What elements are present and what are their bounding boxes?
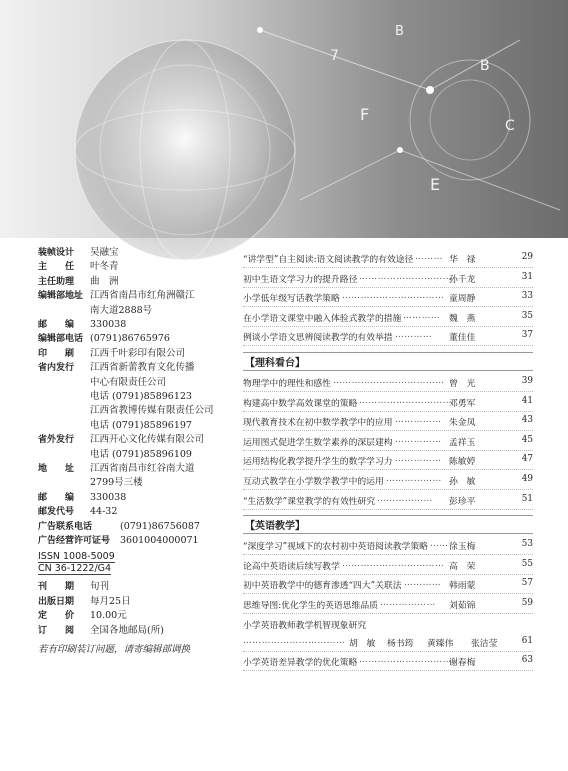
svg-text:F: F <box>360 105 370 124</box>
colophon-value: 叶冬青 <box>90 261 119 273</box>
toc-entry <box>243 272 533 288</box>
entry-page: 59 <box>521 598 533 608</box>
row-divider <box>243 391 533 392</box>
entry-title: 思维导图:优化学生的英语思维品质 <box>243 601 378 611</box>
leader-dots: …………………………… <box>342 291 445 302</box>
leader-dots: ……………………………… <box>333 376 445 386</box>
leader-dots: ……… <box>415 252 443 262</box>
leader-dots: ………………………… <box>359 655 452 666</box>
svg-text:B: B <box>480 58 490 74</box>
entry-page: 55 <box>521 558 533 569</box>
colophon-label: 订 阅 <box>38 625 75 636</box>
leader-dots: ………… <box>395 330 433 341</box>
colophon-label: 邮 编 <box>38 320 75 330</box>
colophon-label: 印 刷 <box>38 348 75 359</box>
colophon-value: 10.00元 <box>90 610 127 622</box>
leader-dots: ………… <box>403 310 441 321</box>
colophon-value: 全国各地邮局(所) <box>90 624 164 636</box>
toc-entry <box>243 655 533 671</box>
abstract-sphere-graphic <box>0 0 568 238</box>
issn-block <box>38 551 115 575</box>
entry-title: 运用结构化教学提升学生的数学学习力 <box>243 457 393 468</box>
toc-entry <box>243 454 533 470</box>
colophon-label: 主任助理 <box>38 276 75 287</box>
entry-page: 35 <box>521 310 533 321</box>
row-divider <box>243 670 533 671</box>
colophon-value: 南大道2888号 <box>90 304 153 316</box>
entry-author: 徐玉梅 <box>449 542 476 553</box>
toc-entry <box>243 435 533 451</box>
toc-entry <box>243 598 533 614</box>
svg-text:E: E <box>430 175 441 194</box>
entry-title: 初中英语教学中的德育渗透“四大”关联法 <box>243 581 402 592</box>
toc-entry <box>243 291 533 307</box>
colophon-label: 刊 期 <box>38 582 75 593</box>
toc-entry <box>243 559 533 575</box>
entry-page: 63 <box>521 655 533 666</box>
toc-entry-multi-author <box>243 618 533 634</box>
entry-author: 邓勇军 <box>449 398 476 409</box>
entry-author: 童周静 <box>449 294 476 305</box>
entry-author: 韩雨蒙 <box>449 581 476 592</box>
row-divider <box>243 489 533 490</box>
row-divider <box>243 430 533 431</box>
row-divider <box>243 574 533 575</box>
toc-entry <box>243 539 533 555</box>
svg-text:C: C <box>505 118 515 134</box>
colophon-value: 江西省教博传媒有限责任公司 <box>90 405 214 417</box>
row-divider <box>243 593 533 594</box>
entry-author: 高 荣 <box>449 561 476 572</box>
entry-author: 朱金凤 <box>449 418 476 429</box>
leader-dots: ……………… <box>377 493 433 504</box>
colophon-value: 电话 (0791)85896123 <box>90 391 192 402</box>
entry-title: 初中生语文学习力的提升路径 <box>243 274 358 285</box>
leader-dots: ……………… <box>380 598 436 608</box>
row-divider <box>243 554 533 555</box>
entry-author: 刘茹锦 <box>449 601 476 611</box>
row-divider <box>243 613 533 614</box>
colophon-value: (0791)86756087 <box>120 520 200 532</box>
leader-dots: ……………… <box>386 474 442 484</box>
leader-dots: …………… <box>395 454 442 465</box>
issn-number: ISSN 1008-5009 <box>38 551 115 563</box>
row-divider <box>243 326 533 327</box>
entry-page: 31 <box>521 271 533 282</box>
cover-banner <box>0 0 568 238</box>
entry-title: 小学英语差异教学的优化策略 <box>243 658 358 669</box>
colophon-value: 电话 (0791)85896109 <box>90 448 192 460</box>
colophon-label: 出版日期 <box>38 596 75 607</box>
entry-author: 华 禄 <box>449 255 476 265</box>
colophon-value: 3601004000071 <box>120 535 199 546</box>
cn-number: CN 36-1222/G4 <box>38 563 112 575</box>
entry-title: 例谈小学语文思辨阅读教学的有效举措 <box>243 333 393 344</box>
colophon-value: 江西开心文化传媒有限公司 <box>90 434 205 446</box>
leader-dots: …………… <box>395 415 442 426</box>
toc-entry <box>243 578 533 594</box>
section-title: 【英语教学】 <box>245 521 305 533</box>
row-divider <box>243 345 533 346</box>
colophon-label: 广告经营许可证号 <box>38 536 111 546</box>
svg-text:7: 7 <box>330 48 339 64</box>
colophon-label: 邮发代号 <box>38 507 75 518</box>
entry-author: 杨书筠 <box>387 638 414 649</box>
entry-title: 小学英语教师教学机智现象研究 <box>243 620 367 631</box>
entry-author: 陈敏婷 <box>449 457 476 468</box>
toc-entry <box>243 415 533 431</box>
entry-title: “深度学习”视域下的农村初中英语阅读教学策略 <box>243 542 428 553</box>
entry-author: 魏 燕 <box>449 313 476 324</box>
entry-author: 孙 敏 <box>449 477 476 487</box>
entry-author: 孟祥玉 <box>449 437 476 448</box>
leader-dots: …… <box>430 539 449 550</box>
colophon-value: 江西千叶彩印有限公司 <box>90 347 186 359</box>
section-title: 【理科看台】 <box>245 358 305 369</box>
colophon-value: 每月25日 <box>90 595 131 607</box>
colophon-label: 邮 编 <box>38 492 75 503</box>
entry-author: 张洁莹 <box>471 638 498 649</box>
leader-dots: ………………………… <box>359 271 452 282</box>
row-divider <box>243 411 533 412</box>
row-divider <box>243 651 533 652</box>
entry-page: 41 <box>521 395 533 406</box>
entry-title: 小学低年级写话教学策略 <box>243 294 340 305</box>
entry-page: 43 <box>521 415 533 426</box>
colophon-value: 中心有限责任公司 <box>90 376 167 388</box>
colophon-value: 江西省新蕾教育文化传播 <box>90 362 195 374</box>
entry-title: 运用图式促进学生数学素养的深层建构 <box>243 437 393 448</box>
row-divider <box>243 267 533 268</box>
colophon-label: 省内发行 <box>38 363 75 374</box>
colophon-label: 地 址 <box>38 464 75 474</box>
entry-author: 彭珍平 <box>449 496 476 507</box>
colophon-value: 吴融宝 <box>90 247 119 258</box>
entry-page: 37 <box>521 330 533 341</box>
leader-dots: …………… <box>395 434 442 445</box>
colophon-value: 2799号三楼 <box>90 477 143 489</box>
leader-dots: ………… <box>404 578 442 589</box>
colophon-label: 主 任 <box>38 262 75 273</box>
leader-dots: ………………………… <box>359 395 452 406</box>
entry-title: “讲学型”自主阅读:语文阅读教学的有效途径 <box>243 255 414 265</box>
entry-title: 构建高中数学高效课堂的策略 <box>243 398 358 409</box>
print-defect-note: 若有印刷装订问题，请寄编辑部调换 <box>38 644 191 655</box>
toc-entry <box>243 376 533 392</box>
row-divider <box>243 469 533 470</box>
entry-page: 47 <box>521 454 533 465</box>
row-divider <box>243 509 533 510</box>
colophon-value: 江西省南昌市红角洲赣江 <box>90 290 195 302</box>
toc-entry <box>243 330 533 346</box>
colophon-value: 曲 洲 <box>90 275 119 287</box>
colophon-value: (0791)86765976 <box>90 333 170 345</box>
entry-author: 黄臻伟 <box>427 638 454 649</box>
entry-title: 互动式教学在小学数学教学中的运用 <box>243 477 384 487</box>
colophon-value: 旬刊 <box>90 581 110 593</box>
toc-entry <box>243 474 533 490</box>
section-header-science <box>243 352 533 371</box>
toc-entry <box>243 396 533 412</box>
entry-page: 51 <box>521 493 533 504</box>
row-divider <box>243 287 533 288</box>
leader-dots: …………………………… <box>342 558 445 569</box>
entry-title: 在小学语文课堂中融入体验式教学的措施 <box>243 313 402 324</box>
entry-author: 谢春梅 <box>449 658 476 669</box>
row-divider <box>243 306 533 307</box>
colophon-label: 编辑部地址 <box>38 291 84 302</box>
entry-page: 61 <box>521 635 533 646</box>
entry-title: 物理学中的理性和感性 <box>243 379 331 389</box>
colophon-label: 省外发行 <box>38 435 75 446</box>
entry-author: 胡 敏 <box>349 638 376 649</box>
toc-entry-authors <box>243 636 533 652</box>
entry-title: “生活数学”课堂教学的有效性研究 <box>243 496 376 507</box>
colophon-value: 330038 <box>90 319 127 330</box>
entry-page: 39 <box>521 376 533 386</box>
entry-page: 45 <box>521 434 533 445</box>
toc-entry <box>243 494 533 510</box>
entry-title: 论高中英语读后续写教学 <box>243 561 340 572</box>
entry-author: 董佳佳 <box>449 333 476 344</box>
entry-page: 49 <box>521 474 533 484</box>
colophon-value: 330038 <box>90 491 127 503</box>
toc-entry <box>243 252 533 268</box>
colophon-label: 编辑部电话 <box>38 334 84 345</box>
colophon-value: 44-32 <box>90 506 118 518</box>
colophon-label: 装帧设计 <box>38 248 75 258</box>
entry-author: 孙千龙 <box>449 274 476 285</box>
entry-page: 57 <box>521 578 533 589</box>
toc-entry <box>243 311 533 327</box>
svg-text:B: B <box>395 24 404 39</box>
row-divider <box>243 450 533 451</box>
entry-page: 29 <box>521 252 533 262</box>
entry-page: 33 <box>521 291 533 302</box>
entry-author: 曾 光 <box>449 379 476 389</box>
entry-title: 现代教育技术在初中数学教学中的应用 <box>243 418 393 429</box>
colophon-label: 定 价 <box>38 611 75 622</box>
section-header-english <box>243 515 533 534</box>
colophon-value: 江西省南昌市红谷南大道 <box>90 463 195 474</box>
entry-page: 53 <box>521 539 533 550</box>
colophon-label: 广告联系电话 <box>38 521 93 532</box>
leader-dots: …………………………… <box>243 635 346 646</box>
colophon-value: 电话 (0791)85896197 <box>90 419 192 431</box>
